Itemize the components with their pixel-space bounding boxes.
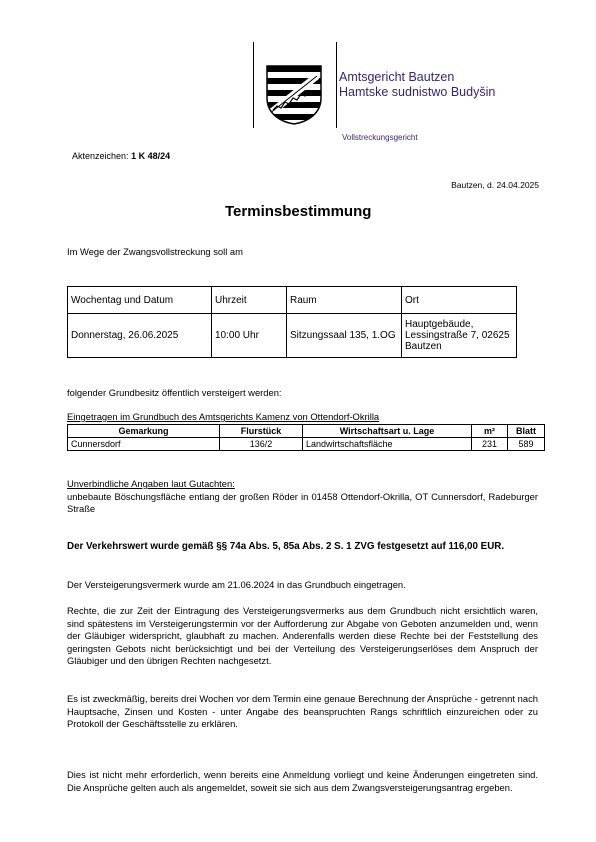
- table-header-row: [68, 287, 517, 314]
- table-cell-gemarkung: Cunnersdorf: [68, 438, 220, 451]
- table-header-cell: Wirtschaftsart u. Lage: [303, 425, 472, 438]
- paragraph-vermerk: Der Versteigerungsvermerk wurde am 21.06.2024 in das Grundbuch eingetragen.: [67, 579, 406, 590]
- court-name-sorbian: Hamtske sudnistwo Budyšin: [339, 85, 496, 99]
- table-cell-flurstueck: 136/2: [220, 438, 303, 451]
- table-header-cell: Gemarkung: [68, 425, 220, 438]
- place-date: Bautzen, d. 24.04.2025: [451, 180, 539, 190]
- aktenzeichen: [72, 151, 170, 161]
- gutachten-text: unbebaute Böschungsfläche entlang der großen Röder in 01458 Ottendorf-Okrilla, OT Cunnersdorf, Radeburger Straße: [67, 490, 538, 514]
- table-cell-location: Hauptgebäude, Lessingstraße 7, 02625 Bautzen: [402, 314, 517, 358]
- termin-table: [67, 286, 517, 358]
- intro-text: Im Wege der Zwangsvollstreckung soll am: [67, 246, 243, 257]
- page-title: Terminsbestimmung: [225, 203, 372, 220]
- gutachten-heading: Unverbindliche Angaben laut Gutachten:: [67, 478, 235, 489]
- aktenzeichen-value: 1 K 48/24: [131, 151, 171, 161]
- table-row: [68, 438, 545, 451]
- table-cell-blatt: 589: [508, 438, 545, 451]
- table-cell-date: Donnerstag, 26.06.2025: [68, 314, 212, 358]
- aktenzeichen-label: Aktenzeichen:: [72, 151, 129, 161]
- letterhead-divider-left: [253, 42, 254, 128]
- court-name-german: Amtsgericht Bautzen: [339, 70, 455, 84]
- table-header-cell: Flurstück: [220, 425, 303, 438]
- grundbesitz-table: [67, 424, 545, 451]
- paragraph-anmeldung: Dies ist nicht mehr erforderlich, wenn bereits eine Anmeldung vorliegt und keine Änderungen eingetreten sind. Die Ansprüche gelten auch als angemeldet, soweit sie sich aus dem Zwangsversteigerungsantrag ergeben.: [67, 769, 538, 793]
- paragraph-berechnung: Es ist zweckmäßig, bereits drei Wochen vor dem Termin eine genaue Berechnung der Ansprüche - getrennt nach Hauptsache, Zinsen und Kosten - unter Angabe des beanspruchten Rangs schriftlich einzureichen oder zu Protokoll der Geschäftsstelle zu erklären.: [67, 693, 538, 729]
- verkehrswert-text: Der Verkehrswert wurde gemäß §§ 74a Abs. 5, 85a Abs. 2 S. 1 ZVG festgesetzt auf 116,00 EUR.: [67, 541, 505, 552]
- table-header-cell: Uhrzeit: [212, 287, 287, 314]
- letterhead-divider-right: [336, 42, 337, 128]
- gutachten-section: [67, 478, 538, 516]
- versteigerung-text: folgender Grundbesitz öffentlich versteigert werden:: [67, 387, 282, 398]
- table-cell-time: 10:00 Uhr: [212, 314, 287, 358]
- table-cell-room: Sitzungssaal 135, 1.OG: [287, 314, 402, 358]
- court-name: [339, 70, 495, 100]
- department-label: Vollstreckungsgericht: [342, 133, 418, 142]
- grundbuch-caption: Eingetragen im Grundbuch des Amtsgerichts Kamenz von Ottendorf-Okrilla: [67, 411, 380, 422]
- table-header-cell: Wochentag und Datum: [68, 287, 212, 314]
- table-header-cell: m²: [472, 425, 508, 438]
- coat-of-arms-icon: [265, 64, 323, 126]
- paragraph-rechte: Rechte, die zur Zeit der Eintragung des Versteigerungsvermerks aus dem Grundbuch nicht ersichtlich waren, sind spätestens im Versteigerungstermin vor der Aufforderung zur Abgabe von Geboten anzumelden und, wenn der Gläubiger widerspricht, glaubhaft zu machen. Anderenfalls werden diese Rechte bei der Feststellung des geringsten Gebots nicht berücksichtigt und bei der Verteilung des Versteigerungserlöses dem Anspruch der Gläubiger und den übrigen Rechten nachgesetzt.: [67, 605, 538, 666]
- table-row: [68, 314, 517, 358]
- table-header-cell: Ort: [402, 287, 517, 314]
- table-header-row: [68, 425, 545, 438]
- table-cell-area: 231: [472, 438, 508, 451]
- table-header-cell: Raum: [287, 287, 402, 314]
- table-header-cell: Blatt: [508, 425, 545, 438]
- table-cell-wirtschaftsart: Landwirtschaftsfläche: [303, 438, 472, 451]
